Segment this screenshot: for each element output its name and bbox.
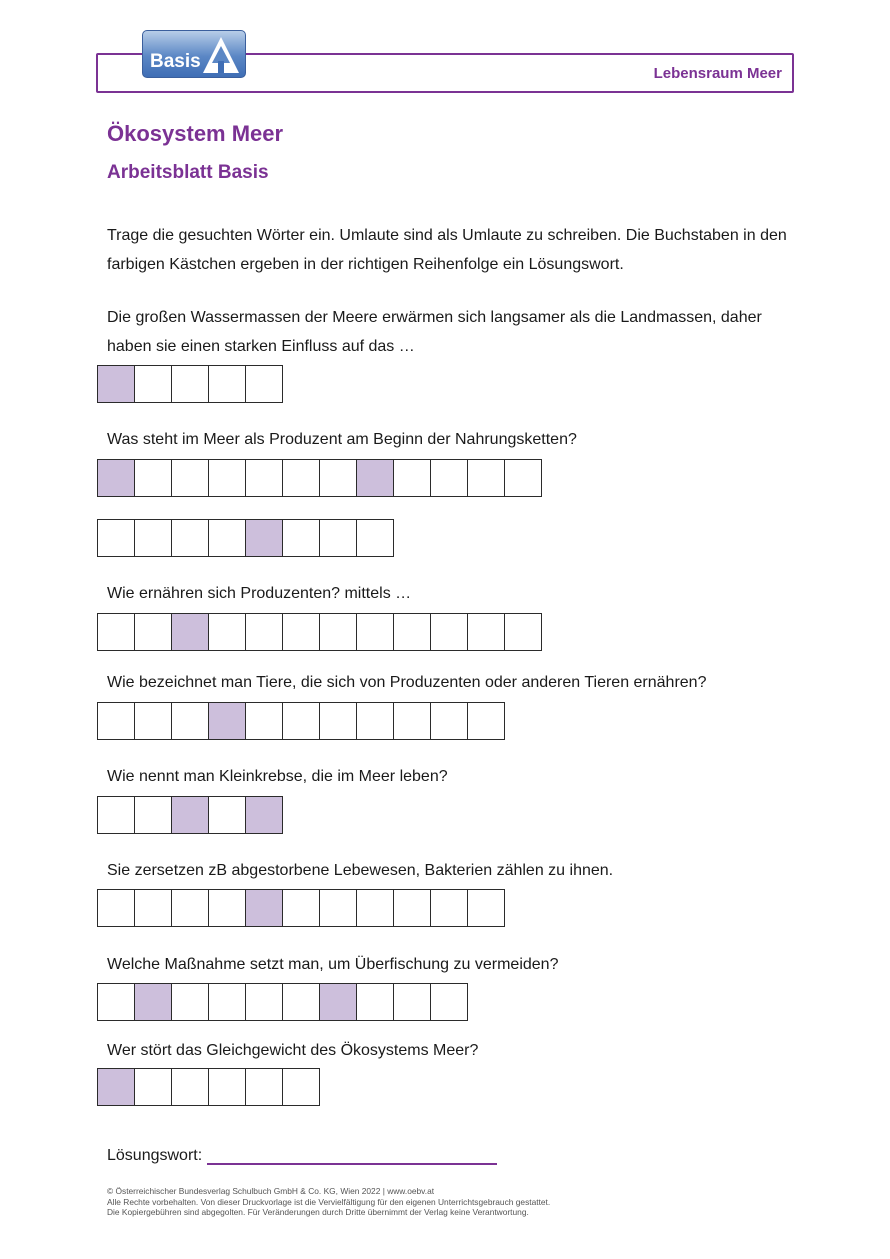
letter-box-highlighted[interactable] [245, 519, 283, 557]
letter-box[interactable] [208, 889, 246, 927]
question-6: Sie zersetzen zB abgestorbene Lebewesen, Bakterien zählen zu ihnen. [107, 862, 614, 879]
answer-row-5[interactable] [97, 796, 282, 834]
letter-box-highlighted[interactable] [245, 889, 283, 927]
letter-box-highlighted[interactable] [208, 702, 246, 740]
letter-box[interactable] [171, 702, 209, 740]
footer [107, 1186, 550, 1218]
letter-box[interactable] [134, 365, 172, 403]
page-subtitle: Arbeitsblatt Basis [107, 162, 269, 183]
letter-box[interactable] [208, 613, 246, 651]
letter-box[interactable] [356, 702, 394, 740]
letter-box[interactable] [430, 889, 468, 927]
answer-row-2b[interactable] [97, 519, 393, 557]
letter-box[interactable] [97, 796, 135, 834]
answer-row-8[interactable] [97, 1068, 319, 1106]
letter-box[interactable] [171, 983, 209, 1021]
letter-box[interactable] [282, 519, 320, 557]
letter-box-highlighted[interactable] [356, 459, 394, 497]
letter-box[interactable] [504, 459, 542, 497]
letter-box[interactable] [319, 519, 357, 557]
letter-box[interactable] [134, 702, 172, 740]
letter-box[interactable] [282, 889, 320, 927]
letter-box[interactable] [245, 1068, 283, 1106]
letter-box-highlighted[interactable] [97, 1068, 135, 1106]
letter-box[interactable] [282, 702, 320, 740]
solution-label: Lösungswort: [107, 1147, 203, 1164]
letter-box[interactable] [319, 613, 357, 651]
letter-box-highlighted[interactable] [245, 796, 283, 834]
letter-box[interactable] [393, 889, 431, 927]
solution-field [107, 1145, 497, 1165]
letter-box-highlighted[interactable] [171, 613, 209, 651]
question-3: Wie ernähren sich Produzenten? mittels … [107, 585, 412, 602]
answer-row-2a[interactable] [97, 459, 541, 497]
letter-box[interactable] [171, 459, 209, 497]
letter-box-highlighted[interactable] [171, 796, 209, 834]
letter-box[interactable] [97, 613, 135, 651]
letter-box[interactable] [430, 702, 468, 740]
question-2: Was steht im Meer als Produzent am Beginn der Nahrungsketten? [107, 431, 577, 448]
letter-box[interactable] [245, 613, 283, 651]
answer-row-7[interactable] [97, 983, 467, 1021]
letter-box[interactable] [245, 365, 283, 403]
letter-box[interactable] [97, 519, 135, 557]
footer-liability: Die Kopiergebühren sind abgegolten. Für Veränderungen durch Dritte übernimmt der Verlag keine Verantwortung. [107, 1207, 529, 1217]
letter-box[interactable] [393, 702, 431, 740]
letter-box[interactable] [245, 702, 283, 740]
letter-box[interactable] [134, 519, 172, 557]
letter-box[interactable] [171, 519, 209, 557]
letter-box[interactable] [356, 519, 394, 557]
letter-box[interactable] [208, 796, 246, 834]
footer-rights: Alle Rechte vorbehalten. Von dieser Druckvorlage ist die Vervielfältigung für den eigenen Unterrichtsgebrauch gestattet. [107, 1196, 551, 1207]
letter-box-highlighted[interactable] [319, 983, 357, 1021]
letter-box[interactable] [245, 459, 283, 497]
letter-box[interactable] [319, 702, 357, 740]
letter-box[interactable] [171, 889, 209, 927]
letter-box[interactable] [467, 459, 505, 497]
letter-box[interactable] [356, 889, 394, 927]
letter-box[interactable] [97, 983, 135, 1021]
letter-box[interactable] [208, 519, 246, 557]
basis-logo [142, 30, 246, 78]
letter-box[interactable] [208, 365, 246, 403]
answer-row-4[interactable] [97, 702, 504, 740]
letter-box[interactable] [356, 983, 394, 1021]
letter-box[interactable] [97, 702, 135, 740]
letter-box[interactable] [134, 1068, 172, 1106]
question-8: Wer stört das Gleichgewicht des Ökosystems Meer? [107, 1042, 479, 1059]
triangle-logo-icon [201, 35, 241, 75]
letter-box[interactable] [282, 1068, 320, 1106]
logo-text: Basis [150, 51, 201, 72]
letter-box-highlighted[interactable] [134, 983, 172, 1021]
answer-row-1[interactable] [97, 365, 282, 403]
instructions: Trage die gesuchten Wörter ein. Umlaute sind als Umlaute zu schreiben. Die Buchstaben in den farbigen Kästchen ergeben in der richtigen Reihenfolge ein Lösungswort. [107, 227, 787, 273]
letter-box[interactable] [282, 459, 320, 497]
answer-row-6[interactable] [97, 889, 504, 927]
letter-box[interactable] [282, 613, 320, 651]
letter-box[interactable] [430, 983, 468, 1021]
question-4: Wie bezeichnet man Tiere, die sich von Produzenten oder anderen Tieren ernähren? [107, 674, 707, 691]
letter-box[interactable] [134, 889, 172, 927]
letter-box[interactable] [504, 613, 542, 651]
letter-box[interactable] [97, 889, 135, 927]
solution-line[interactable] [207, 1145, 497, 1165]
letter-box[interactable] [171, 365, 209, 403]
letter-box[interactable] [430, 613, 468, 651]
question-1: Die großen Wassermassen der Meere erwärmen sich langsamer als die Landmassen, daher haben sie einen starken Einfluss auf das … [107, 309, 762, 355]
letter-box[interactable] [134, 459, 172, 497]
letter-box[interactable] [208, 459, 246, 497]
letter-box[interactable] [319, 459, 357, 497]
question-7: Welche Maßnahme setzt man, um Überfischung zu vermeiden? [107, 956, 559, 973]
letter-box[interactable] [467, 702, 505, 740]
letter-box[interactable] [208, 1068, 246, 1106]
letter-box[interactable] [208, 983, 246, 1021]
letter-box[interactable] [356, 613, 394, 651]
letter-box[interactable] [245, 983, 283, 1021]
letter-box[interactable] [430, 459, 468, 497]
letter-box[interactable] [282, 983, 320, 1021]
answer-row-3[interactable] [97, 613, 541, 651]
letter-box[interactable] [171, 1068, 209, 1106]
letter-box[interactable] [393, 613, 431, 651]
letter-box-highlighted[interactable] [97, 365, 135, 403]
letter-box-highlighted[interactable] [97, 459, 135, 497]
page-title: Ökosystem Meer [107, 121, 284, 146]
letter-box[interactable] [393, 983, 431, 1021]
letter-box[interactable] [467, 613, 505, 651]
letter-box[interactable] [467, 889, 505, 927]
letter-box[interactable] [134, 613, 172, 651]
letter-box[interactable] [134, 796, 172, 834]
letter-box[interactable] [393, 459, 431, 497]
header-topic: Lebensraum Meer [653, 65, 782, 82]
letter-box[interactable] [319, 889, 357, 927]
footer-copyright: © Österreichischer Bundesverlag Schulbuch GmbH & Co. KG, Wien 2022 | www.oebv.at [107, 1186, 435, 1196]
question-5: Wie nennt man Kleinkrebse, die im Meer leben? [107, 768, 448, 785]
